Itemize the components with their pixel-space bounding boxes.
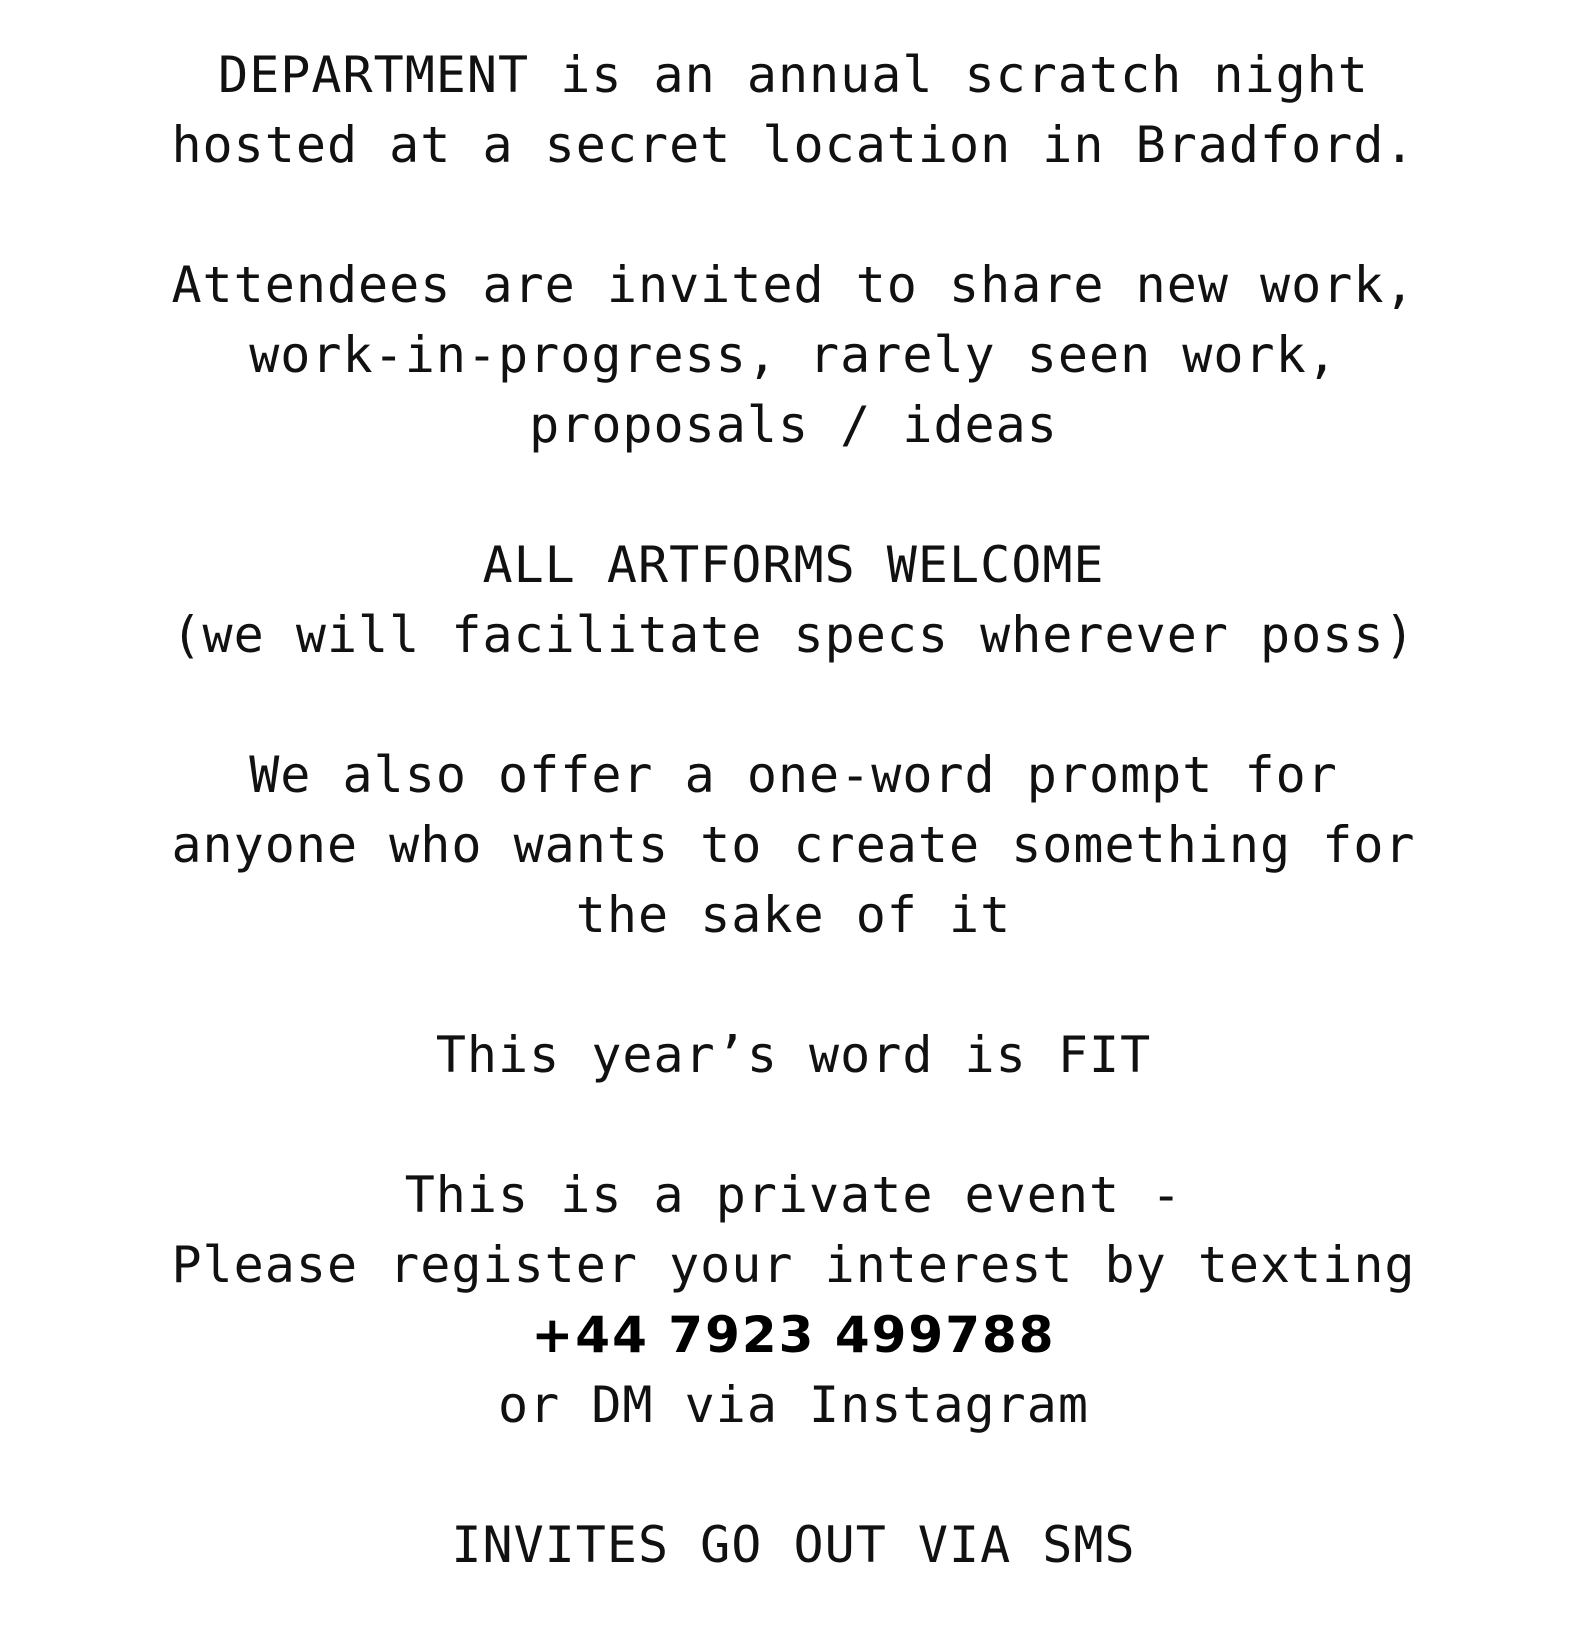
- event-flyer: [0, 40, 1587, 1580]
- prompt-line-3: the sake of it: [575, 886, 1012, 944]
- artforms-heading: ALL ARTFORMS WELCOME: [482, 536, 1105, 594]
- attendees-paragraph: [0, 250, 1587, 460]
- prompt-line-2: anyone who wants to create something for: [171, 816, 1416, 874]
- word-paragraph: [0, 1020, 1587, 1090]
- phone-number: +44 7923 499788: [531, 1306, 1056, 1364]
- intro-line-2: hosted at a secret location in Bradford.: [171, 116, 1416, 174]
- prompt-paragraph: [0, 740, 1587, 950]
- word-of-the-year: This year’s word is FIT: [435, 1026, 1152, 1084]
- instagram-line: or DM via Instagram: [498, 1376, 1089, 1434]
- intro-paragraph: [0, 40, 1587, 180]
- private-event-line: This is a private event -: [404, 1166, 1183, 1224]
- invites-line: INVITES GO OUT VIA SMS: [451, 1516, 1136, 1574]
- private-event-paragraph: [0, 1160, 1587, 1440]
- artforms-note: (we will facilitate specs wherever poss): [171, 606, 1416, 664]
- prompt-line-1: We also offer a one-word prompt for: [249, 746, 1338, 804]
- artforms-paragraph: [0, 530, 1587, 670]
- attendees-line-1: Attendees are invited to share new work,: [171, 256, 1416, 314]
- intro-line-1: DEPARTMENT is an annual scratch night: [218, 46, 1369, 104]
- register-line: Please register your interest by texting: [171, 1236, 1416, 1294]
- attendees-line-2: work-in-progress, rarely seen work,: [249, 326, 1338, 384]
- attendees-line-3: proposals / ideas: [529, 396, 1058, 454]
- invites-paragraph: [0, 1510, 1587, 1580]
